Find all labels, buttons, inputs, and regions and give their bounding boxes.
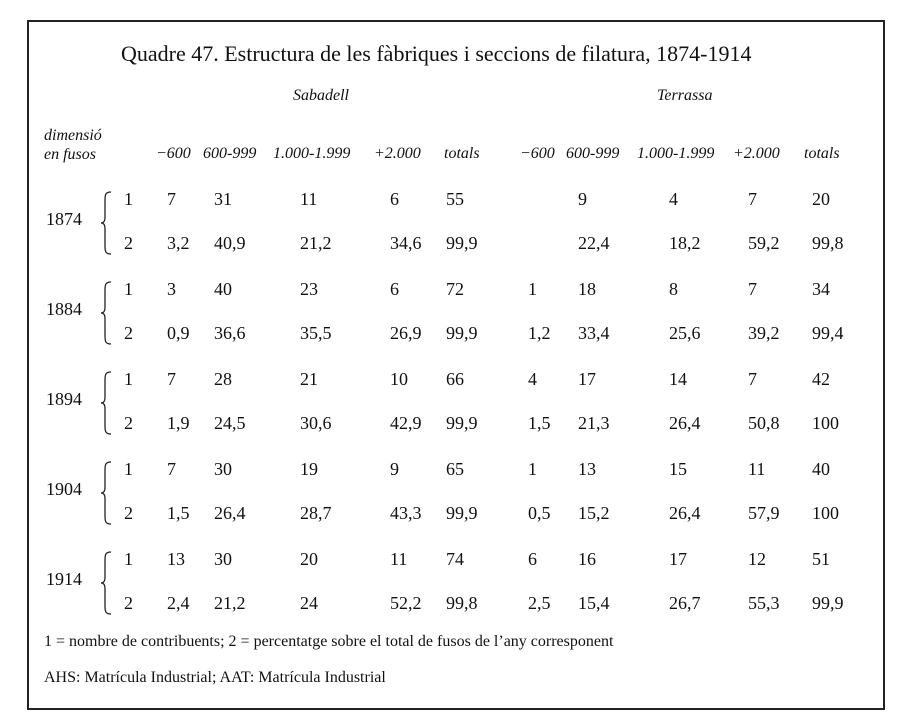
table-cell: 3,2 <box>167 233 190 253</box>
table-cell: 7 <box>167 189 176 209</box>
table-cell: 42,9 <box>390 413 422 433</box>
line-key: 2 <box>124 323 133 343</box>
table-cell: 1,5 <box>528 413 551 433</box>
year-label: 1914 <box>46 569 82 589</box>
table-cell: 72 <box>446 279 464 299</box>
table-cell: 99,9 <box>446 233 478 253</box>
col-header-terrassa-lt600: −600 <box>520 145 555 162</box>
col-header-sabadell-1000-1999: 1.000-1.999 <box>273 145 351 162</box>
table-cell: 13 <box>578 459 596 479</box>
line-key: 1 <box>124 369 133 389</box>
table-cell: 99,8 <box>812 233 844 253</box>
table-cell: 26,4 <box>669 503 701 523</box>
table-cell: 1,5 <box>167 503 190 523</box>
table-cell: 99,4 <box>812 323 844 343</box>
table-cell: 21,2 <box>214 593 246 613</box>
table-cell: 13 <box>167 549 185 569</box>
year-label: 1884 <box>46 299 82 319</box>
table-cell: 19 <box>300 459 318 479</box>
table-cell: 18 <box>578 279 596 299</box>
table-cell: 0,5 <box>528 503 551 523</box>
table-cell: 17 <box>578 369 596 389</box>
row-header-line-2: en fusos <box>44 146 96 163</box>
table-cell: 28 <box>214 369 232 389</box>
table-cell: 30 <box>214 459 232 479</box>
col-header-terrassa-totals: totals <box>804 145 840 162</box>
table-cell: 0,9 <box>167 323 190 343</box>
table-cell: 40 <box>812 459 830 479</box>
table-cell: 31 <box>214 189 232 209</box>
col-header-sabadell-lt600: −600 <box>156 145 191 162</box>
table-cell: 52,2 <box>390 593 422 613</box>
table-cell: 99,8 <box>446 593 478 613</box>
line-key: 2 <box>124 233 133 253</box>
table-cell: 7 <box>748 189 757 209</box>
table-cell: 99,9 <box>446 323 478 343</box>
table-cell: 3 <box>167 279 176 299</box>
col-header-terrassa-gt2000: +2.000 <box>733 145 780 162</box>
table-cell: 11 <box>390 549 408 569</box>
table-cell: 10 <box>390 369 408 389</box>
table-cell: 43,3 <box>390 503 422 523</box>
table-cell: 18,2 <box>669 233 701 253</box>
table-cell: 28,7 <box>300 503 332 523</box>
table-cell: 30,6 <box>300 413 332 433</box>
group-brace <box>100 461 110 525</box>
table-cell: 36,6 <box>214 323 246 343</box>
col-header-sabadell-600-999: 600-999 <box>203 145 257 162</box>
table-cell: 2,4 <box>167 593 190 613</box>
table-cell: 74 <box>446 549 464 569</box>
line-key: 1 <box>124 459 133 479</box>
line-key: 1 <box>124 279 133 299</box>
col-header-sabadell-gt2000: +2.000 <box>374 145 421 162</box>
line-key: 2 <box>124 503 133 523</box>
table-cell: 8 <box>669 279 678 299</box>
table-cell: 4 <box>528 369 537 389</box>
table-cell: 40 <box>214 279 232 299</box>
table-cell: 15,2 <box>578 503 610 523</box>
table-cell: 1 <box>528 279 537 299</box>
footnote-legend: 1 = nombre de contribuents; 2 = percentatge sobre el total de fusos de l’any corresponent <box>44 633 614 650</box>
table-cell: 59,2 <box>748 233 780 253</box>
table-cell: 15,4 <box>578 593 610 613</box>
table-cell: 9 <box>578 189 587 209</box>
table-title: Quadre 47. Estructura de les fàbriques i seccions de filatura, 1874-1914 <box>121 41 752 66</box>
table-cell: 26,7 <box>669 593 701 613</box>
table-cell: 1 <box>528 459 537 479</box>
table-cell: 15 <box>669 459 687 479</box>
table-cell: 6 <box>390 279 399 299</box>
table-cell: 7 <box>748 279 757 299</box>
table-cell: 34,6 <box>390 233 422 253</box>
table-cell: 66 <box>446 369 464 389</box>
table-cell: 39,2 <box>748 323 780 343</box>
table-cell: 9 <box>390 459 399 479</box>
table-cell: 24 <box>300 593 318 613</box>
table-cell: 7 <box>748 369 757 389</box>
group-brace <box>100 281 110 345</box>
table-cell: 17 <box>669 549 687 569</box>
table-cell: 7 <box>167 459 176 479</box>
table-cell: 16 <box>578 549 596 569</box>
footnote-sources: AHS: Matrícula Industrial; AAT: Matrícula Industrial <box>44 669 386 686</box>
table-cell: 23 <box>300 279 318 299</box>
table-cell: 100 <box>812 413 839 433</box>
table-cell: 6 <box>390 189 399 209</box>
table-cell: 1,2 <box>528 323 551 343</box>
table-cell: 55,3 <box>748 593 780 613</box>
col-header-terrassa-600-999: 600-999 <box>566 145 620 162</box>
line-key: 1 <box>124 189 133 209</box>
line-key: 2 <box>124 593 133 613</box>
table-cell: 50,8 <box>748 413 780 433</box>
region-terrassa: Terrassa <box>657 87 713 104</box>
table-cell: 99,9 <box>812 593 844 613</box>
col-header-sabadell-totals: totals <box>444 145 480 162</box>
group-brace <box>100 191 110 255</box>
table-cell: 26,9 <box>390 323 422 343</box>
table-cell: 99,9 <box>446 503 478 523</box>
group-brace <box>100 551 110 615</box>
line-key: 2 <box>124 413 133 433</box>
table-cell: 26,4 <box>214 503 246 523</box>
table-cell: 7 <box>167 369 176 389</box>
table-cell: 20 <box>812 189 830 209</box>
table-cell: 2,5 <box>528 593 551 613</box>
table-cell: 42 <box>812 369 830 389</box>
table-cell: 100 <box>812 503 839 523</box>
table-cell: 21,3 <box>578 413 610 433</box>
table-cell: 65 <box>446 459 464 479</box>
table-cell: 21 <box>300 369 318 389</box>
table-cell: 33,4 <box>578 323 610 343</box>
table-cell: 6 <box>528 549 537 569</box>
table-cell: 25,6 <box>669 323 701 343</box>
table-cell: 55 <box>446 189 464 209</box>
table-cell: 35,5 <box>300 323 332 343</box>
table-cell: 30 <box>214 549 232 569</box>
table-cell: 14 <box>669 369 687 389</box>
table-cell: 20 <box>300 549 318 569</box>
col-header-terrassa-1000-1999: 1.000-1.999 <box>637 145 715 162</box>
year-label: 1894 <box>46 389 82 409</box>
group-brace <box>100 371 110 435</box>
table-cell: 51 <box>812 549 830 569</box>
table-cell: 11 <box>748 459 766 479</box>
table-cell: 99,9 <box>446 413 478 433</box>
table-cell: 57,9 <box>748 503 780 523</box>
year-label: 1904 <box>46 479 82 499</box>
table-cell: 1,9 <box>167 413 190 433</box>
table-cell: 22,4 <box>578 233 610 253</box>
table-cell: 4 <box>669 189 678 209</box>
table-cell: 34 <box>812 279 830 299</box>
table-cell: 11 <box>300 189 318 209</box>
table-cell: 26,4 <box>669 413 701 433</box>
line-key: 1 <box>124 549 133 569</box>
row-header-line-1: dimensió <box>44 127 102 144</box>
table-cell: 21,2 <box>300 233 332 253</box>
table-cell: 24,5 <box>214 413 246 433</box>
table-cell: 12 <box>748 549 766 569</box>
table-cell: 40,9 <box>214 233 246 253</box>
region-sabadell: Sabadell <box>293 87 349 104</box>
year-label: 1874 <box>46 209 82 229</box>
